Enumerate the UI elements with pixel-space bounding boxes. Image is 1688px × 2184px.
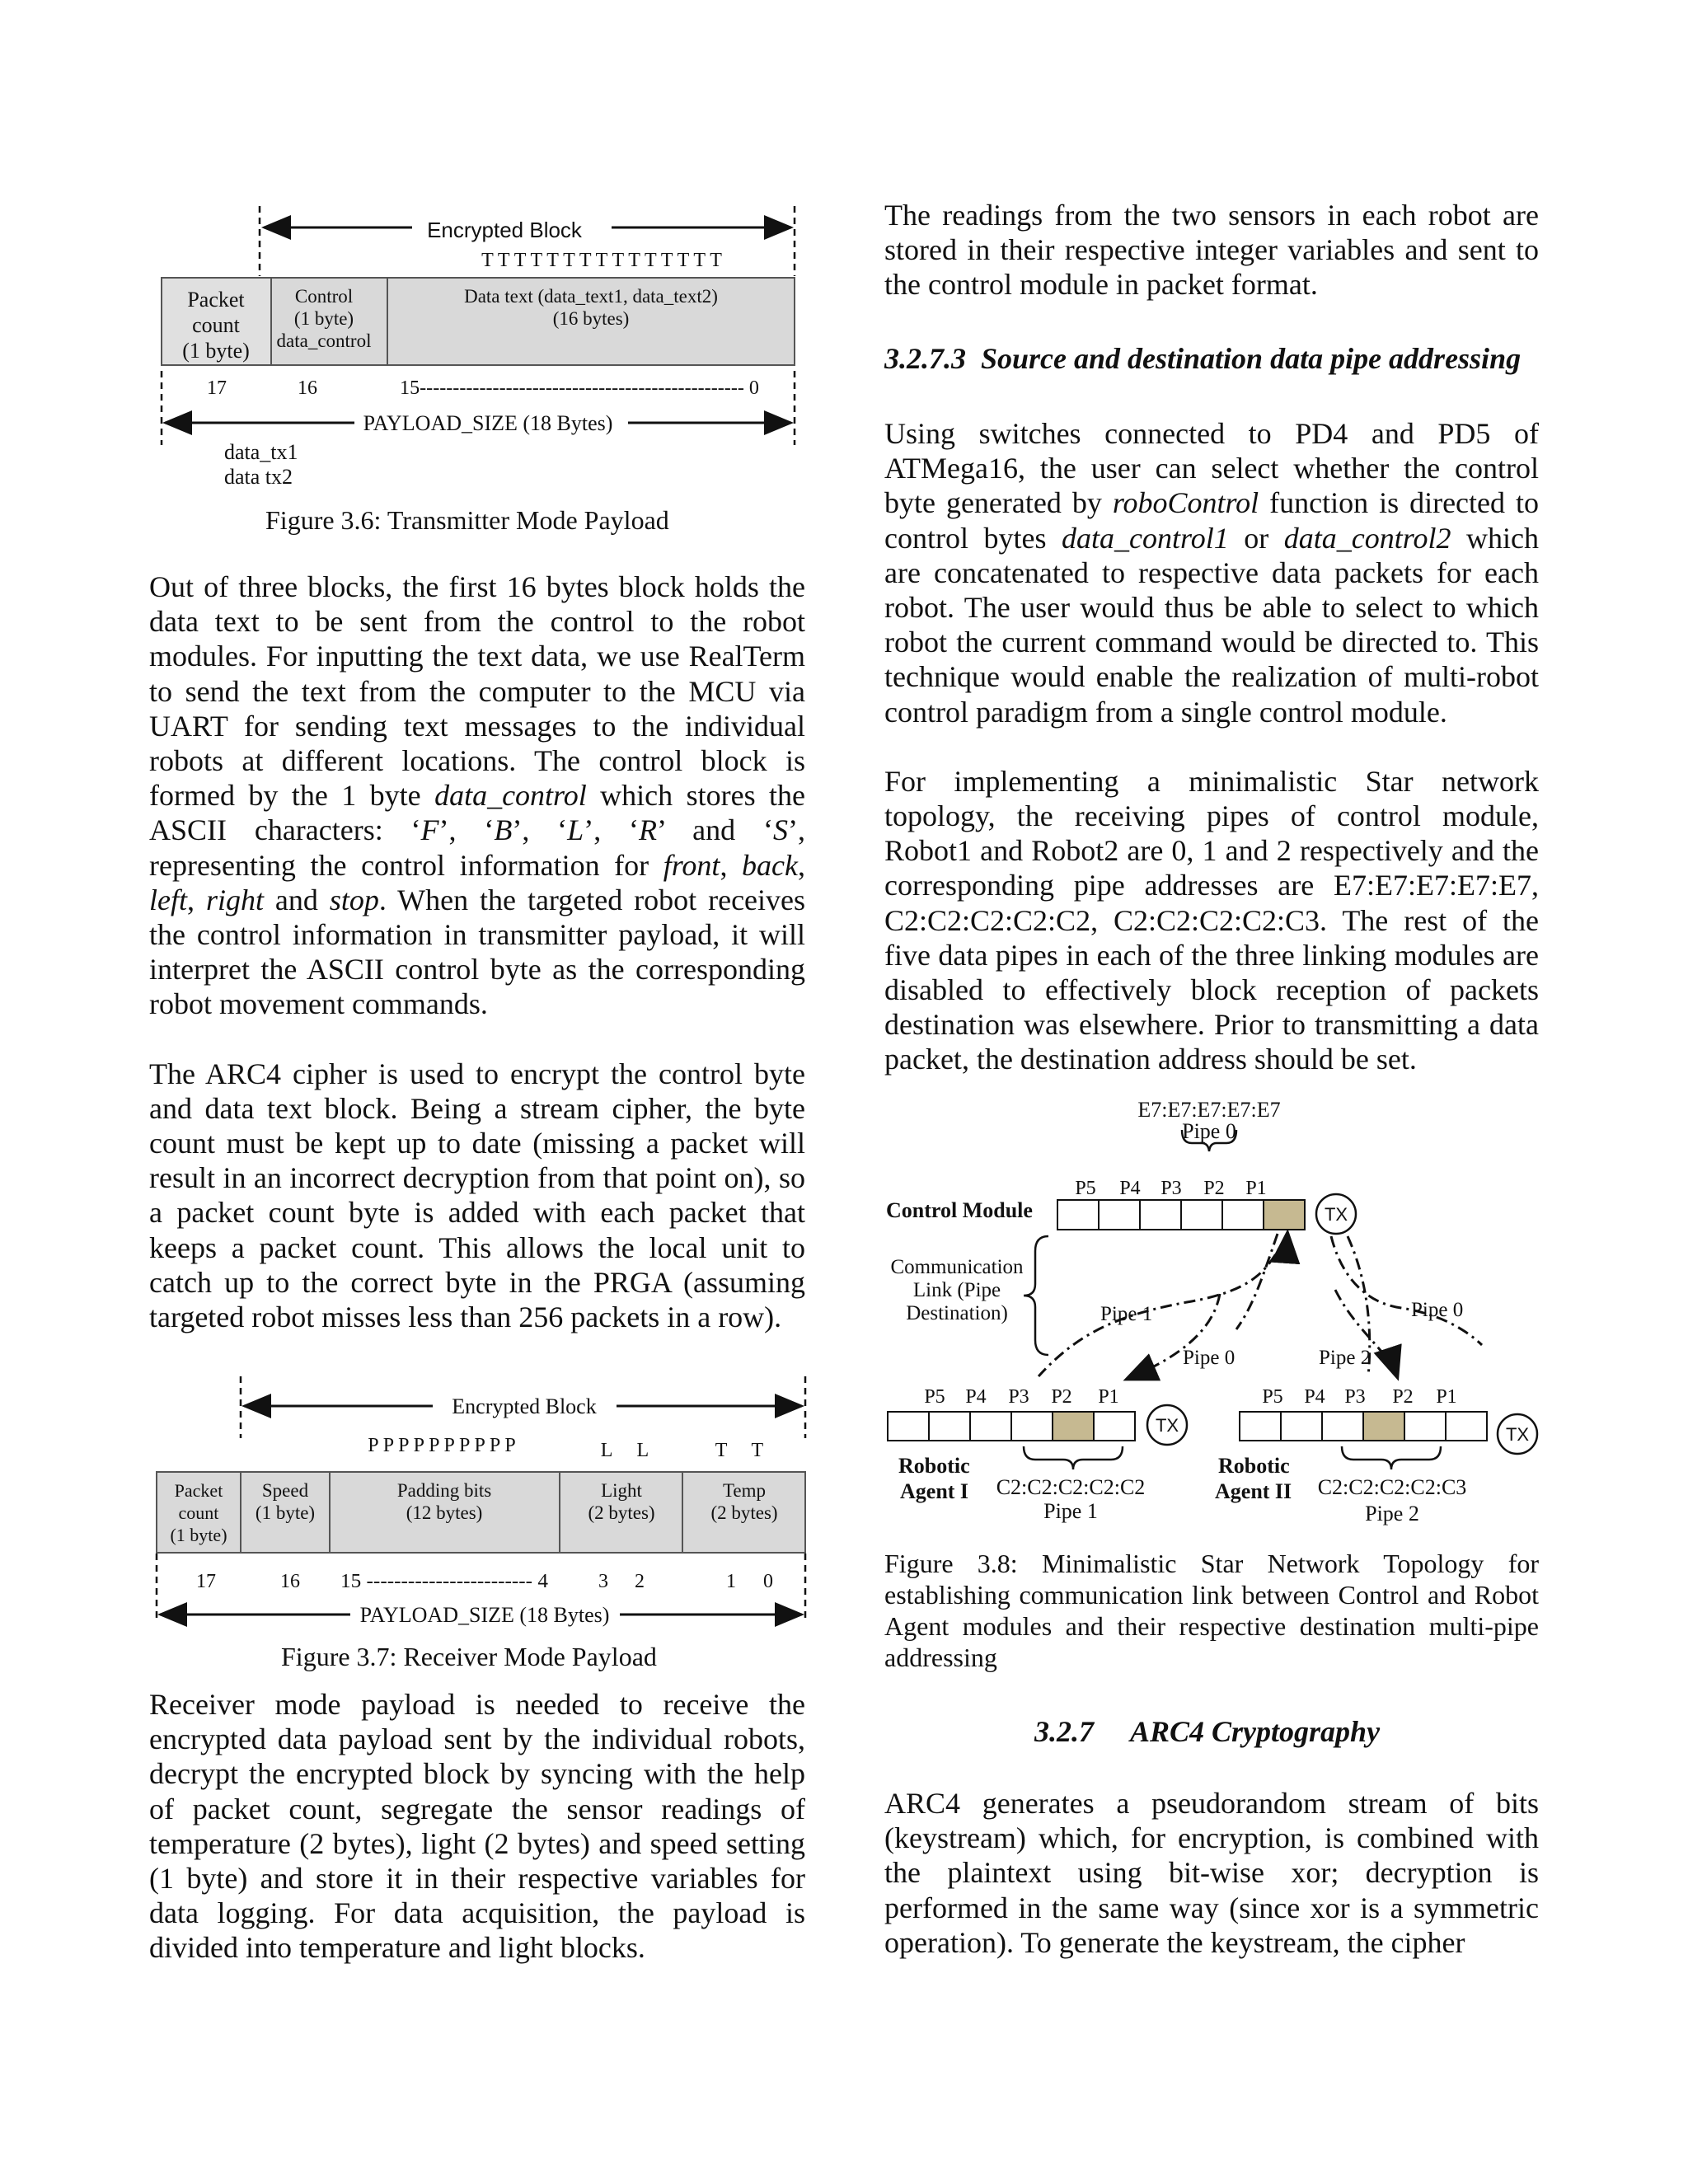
left-column-bottom xyxy=(149,1687,805,1966)
italic-run: data_control2 xyxy=(1283,521,1451,555)
pipe1-slot xyxy=(1053,1412,1094,1441)
text-run: , xyxy=(186,883,206,916)
agent2-label: Agent II xyxy=(1215,1479,1292,1503)
pipe-label: P1 xyxy=(1098,1386,1119,1408)
pipe0-right-label: Pipe 0 xyxy=(1411,1299,1464,1321)
pipe0-mid-label: Pipe 0 xyxy=(1183,1347,1236,1369)
comm-link-brace xyxy=(1024,1236,1048,1355)
section-number: 3.2.7 xyxy=(1034,1715,1094,1748)
packet-count-label: Packet xyxy=(174,1480,223,1501)
section-heading-3-2-7 xyxy=(1034,1714,1380,1749)
index-label: 1 xyxy=(726,1571,736,1592)
italic-run: R xyxy=(639,813,658,847)
section-heading-3-2-7-3: 3.2.7.3 Source and destination data pipe addressing xyxy=(884,342,1522,375)
control-label: (1 byte) xyxy=(293,308,354,329)
arrow-into-pipe0 xyxy=(1286,1234,1287,1257)
pipe-label: P2 xyxy=(1051,1386,1072,1408)
data-text-label: (16 bytes) xyxy=(552,308,630,329)
pipe1-label: Pipe 1 xyxy=(1100,1303,1153,1325)
text-run: and xyxy=(263,883,330,916)
italic-run: left xyxy=(149,883,187,916)
control-pipe-register xyxy=(1057,1200,1305,1230)
text-run: ’, ‘ xyxy=(584,813,640,847)
index-range: 15------------------------------------------------- 0 xyxy=(400,377,759,399)
pipe2-slot xyxy=(1363,1412,1404,1441)
comm-link-label: Communication xyxy=(890,1256,1024,1278)
paragraph-star-topology: For implementing a minimalistic Star network topology, the receiving pipes of control module, Robot1 and Robot2 are 0, 1 and 2 respectively and the corresponding pipe addresses are E7:E7:E7:E7:E7, C2:C2:C2:C2:C2, C2:C2:C2:C2:C3. The rest of the five data pipes in each of the three linking modules are disabled to effectively block reception of packets destination was elsewhere. Prior to transmitting a data packet, the destination address should be set. xyxy=(884,764,1539,1076)
pipe0-slot xyxy=(1264,1200,1305,1230)
pipe-label: P2 xyxy=(1392,1386,1414,1408)
comm-link-label: Destination) xyxy=(906,1302,1008,1324)
index-label: 17 xyxy=(207,377,227,399)
light-label: (2 bytes) xyxy=(588,1502,655,1523)
encrypted-block-label: Encrypted Block xyxy=(452,1394,597,1418)
control-label: data_control xyxy=(276,330,372,351)
pipe-label: P3 xyxy=(1344,1386,1366,1408)
pipe-label: P3 xyxy=(1008,1386,1029,1408)
text-run: Using switches connected to PD4 and PD5 of ATMega16, the user can select whether the control byte generated by xyxy=(884,417,1539,520)
control-label: Control xyxy=(294,286,354,307)
control-pipe-labels xyxy=(1075,1178,1266,1199)
figure-3-6-caption: Figure 3.6: Transmitter Mode Payload xyxy=(265,505,669,535)
tx-label: TX xyxy=(1155,1415,1179,1436)
tx-label: TX xyxy=(1505,1424,1530,1445)
right-column-top xyxy=(884,198,1539,302)
italic-run: back xyxy=(742,848,798,882)
text-run: ’, ‘ xyxy=(512,813,568,847)
left-column xyxy=(149,569,805,1334)
text-run: which are concatenated to respective data packets for each robot. The user would thus be able to select to which robot the current command would be directed to. This technique would enable the realization of multi-robot control paradigm from a single control module. xyxy=(884,521,1539,729)
pipe-label: P4 xyxy=(1304,1386,1325,1408)
text-run: ’, ‘ xyxy=(438,813,495,847)
packet-count-label: count xyxy=(192,313,240,337)
spacer xyxy=(149,1022,805,1057)
figure-3-6-transmitter-payload xyxy=(0,0,844,494)
pipe1-brace xyxy=(1024,1446,1123,1469)
packet-count-label: Packet xyxy=(187,288,245,312)
index-label: 0 xyxy=(763,1571,773,1592)
spacer xyxy=(884,729,1539,764)
paragraph-blocks xyxy=(149,569,805,1022)
agent1-label: Robotic xyxy=(898,1454,970,1478)
section-title: ARC4 Cryptography xyxy=(1130,1715,1381,1748)
pipe-label: P2 xyxy=(1203,1178,1225,1199)
italic-run: stop xyxy=(329,883,379,916)
light-label: Light xyxy=(601,1480,642,1501)
agent1-label: Agent I xyxy=(900,1479,969,1503)
italic-run: S xyxy=(772,813,788,847)
pipe-label: P4 xyxy=(1119,1178,1141,1199)
italic-run: data_control xyxy=(434,779,587,813)
temp-label: Temp xyxy=(722,1480,767,1501)
packet-count-label: (1 byte) xyxy=(182,339,250,363)
text-run: , xyxy=(720,848,743,882)
index-label: 3 xyxy=(598,1571,608,1592)
pipe-label: P1 xyxy=(1245,1178,1267,1199)
paragraph-sensor-readings: The readings from the two sensors in each robot are stored in their respective integer variables and sent to the control module in packet format. xyxy=(884,199,1539,302)
right-column-mid xyxy=(884,416,1539,1077)
p-markers: P P P P P P P P P P xyxy=(368,1435,516,1456)
right-column-bottom xyxy=(884,1786,1539,1960)
padding-label: Padding bits xyxy=(396,1480,492,1501)
speed-label: (1 byte) xyxy=(255,1502,316,1523)
index-label: 16 xyxy=(298,377,317,399)
tx-label: TX xyxy=(1324,1204,1348,1225)
figure-3-7-receiver-payload xyxy=(0,1368,844,1681)
pipe-label: P1 xyxy=(1436,1386,1457,1408)
figure-3-7-caption: Figure 3.7: Receiver Mode Payload xyxy=(281,1642,657,1671)
temp-label: (2 bytes) xyxy=(710,1502,778,1523)
agent2-label: Robotic xyxy=(1218,1454,1290,1478)
paragraph-receiver-mode: Receiver mode payload is needed to receive the encrypted data payload sent by the individual robots, decrypt the encrypted block by syncing with the help of packet count, segregate the sensor readings of temperature (2 bytes), light (2 bytes) and speed setting (1 byte) and store it in their respective variables for data logging. For data acquisition, the payload is divided into temperature and light blocks. xyxy=(149,1688,805,1965)
e7-address: E7:E7:E7:E7:E7 xyxy=(1137,1098,1281,1122)
l-markers: L L xyxy=(600,1440,649,1461)
pipe-label: P3 xyxy=(1160,1178,1182,1199)
text-run: function is directed to control bytes xyxy=(884,486,1539,555)
payload-size-label: PAYLOAD_SIZE (18 Bytes) xyxy=(359,1603,610,1627)
packet-count-label: (1 byte) xyxy=(170,1525,227,1545)
packet-count-label: count xyxy=(178,1502,219,1523)
pipe-label: P5 xyxy=(1075,1178,1096,1199)
data-tx1-label: data_tx1 xyxy=(224,440,298,464)
encrypted-block-label: Encrypted Block xyxy=(427,218,582,242)
text-run: ’ and ‘ xyxy=(657,813,773,847)
control-module-label: Control Module xyxy=(886,1198,1033,1222)
agent2-pipe-register xyxy=(1240,1412,1487,1441)
t-markers: T T T T T T T T T T T T T T T xyxy=(481,250,722,271)
agent2-pipe-labels xyxy=(1262,1386,1456,1408)
italic-run: F xyxy=(420,813,439,847)
data-tx2-label: data tx2 xyxy=(224,465,293,489)
pipe1-bottom-label: Pipe 1 xyxy=(1043,1499,1098,1523)
text-run: , xyxy=(798,848,805,882)
t-markers: T T xyxy=(715,1440,764,1461)
pipe2-brace xyxy=(1342,1446,1441,1469)
text-run: or xyxy=(1228,521,1284,555)
pipe-label: P5 xyxy=(1262,1386,1283,1408)
padding-label: (12 bytes) xyxy=(406,1502,483,1523)
paragraph-arc4-keystream: ARC4 generates a pseudorandom stream of bits (keystream) which, for encryption, is combined with the plaintext using bit-wise xor; decryption is performed in the same way (since xor is a symmetric operation). To generate the keystream, the cipher xyxy=(884,1787,1539,1959)
pipe2-mid-label: Pipe 2 xyxy=(1319,1347,1372,1369)
payload-size-label: PAYLOAD_SIZE (18 Bytes) xyxy=(363,411,613,435)
index-label: 2 xyxy=(635,1571,645,1592)
pipe-label: P4 xyxy=(965,1386,987,1408)
figure-3-8-star-topology xyxy=(874,1092,1550,1529)
pipe-label: P5 xyxy=(924,1386,945,1408)
text-run: Out of three blocks, the first 16 bytes block holds the data text to be sent from the control to the robot modules. For inputting the text data, we use RealTerm to send the text from the computer to the MCU via UART for sending text messages to the individual robots at different locations. The control block is formed by the 1 byte xyxy=(149,570,805,813)
italic-run: data_control1 xyxy=(1062,521,1229,555)
agent1-pipe-register xyxy=(888,1412,1135,1441)
figure-3-8-caption: Figure 3.8: Minimalistic Star Network Topology for establishing communication link between Control and Robot Agent modules and their respective destination multi-pipe addressing xyxy=(884,1549,1539,1672)
agent1-pipe-labels xyxy=(924,1386,1118,1408)
index-label: 17 xyxy=(196,1571,216,1592)
paragraph-switches xyxy=(884,416,1539,729)
italic-run: right xyxy=(205,883,264,916)
text-run: . When the targeted robot receives the control information in transmitter payload, it will interpret the ASCII control byte as the corresponding robot movement commands. xyxy=(149,883,806,1021)
agent1-address: C2:C2:C2:C2:C2 xyxy=(996,1475,1146,1499)
italic-run: roboControl xyxy=(1112,486,1259,520)
data-text-label: Data text (data_text1, data_text2) xyxy=(464,286,718,307)
agent2-address: C2:C2:C2:C2:C3 xyxy=(1317,1475,1467,1499)
italic-run: B xyxy=(494,813,513,847)
comm-link-label: Link (Pipe xyxy=(912,1279,1001,1301)
speed-label: Speed xyxy=(261,1480,309,1501)
text-run: which stores the ASCII characters: ‘ xyxy=(149,779,805,847)
italic-run: L xyxy=(567,813,584,847)
index-range: 15 ------------------------ 4 xyxy=(340,1571,548,1592)
pipe0-top-label: Pipe 0 xyxy=(1182,1119,1236,1143)
italic-run: front xyxy=(663,848,720,882)
paragraph-arc4-cipher: The ARC4 cipher is used to encrypt the control byte and data text block. Being a stream cipher, the byte count must be kept up to date (missing a packet will result in an incorrect decryption from that point on), so a packet count byte is added with each packet that keeps a packet count. This allows the local unit to catch up to the correct byte in the PRGA (assuming targeted robot misses less than 256 packets in a row). xyxy=(149,1057,805,1334)
text-run: ’, representing the control information for xyxy=(149,813,805,882)
pipe2-bottom-label: Pipe 2 xyxy=(1365,1502,1419,1526)
index-label: 16 xyxy=(280,1571,300,1592)
